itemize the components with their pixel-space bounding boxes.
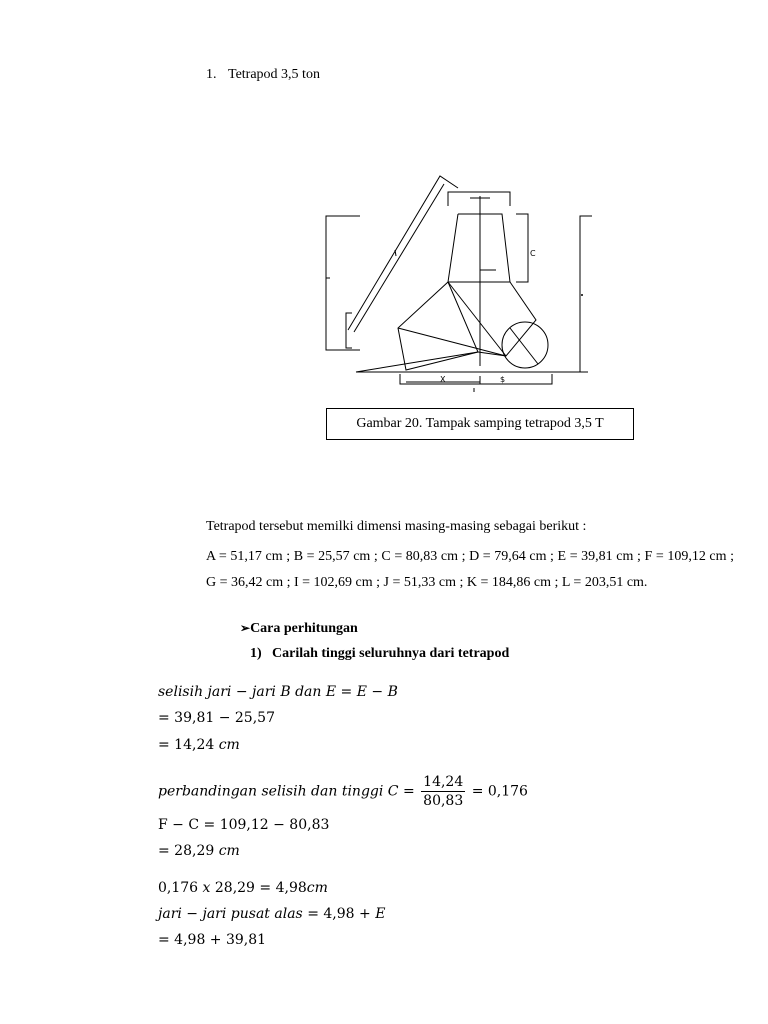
section-heading [206,67,320,83]
equation-text: = 0,176 [471,783,528,800]
tetrapod-side-view-figure [320,170,600,395]
intro-paragraph: Tetrapod tersebut memilki dimensi masing-masing sebagai berikut : [206,519,587,534]
label-x: X [440,375,446,384]
equation-line [158,932,266,948]
equation-text: 0,176 [158,880,203,896]
equation-text: = 4,98 + [302,906,376,922]
equation-unit: cm [218,843,240,859]
equation-text: = 14,24 [158,737,219,753]
tetrapod-drawing [320,170,600,395]
equation-text: jari − jari pusat alas [158,906,303,922]
equation-text: selisih jari − jari B dan E = E − B [158,684,398,700]
heading-number: 1. [206,67,217,82]
equation-line [158,843,240,859]
equation-text: = 28,29 [158,843,219,859]
fraction [421,774,465,809]
step-label: Carilah tinggi seluruhnya dari tetrapod [272,646,510,661]
equation-unit: cm [306,880,328,896]
dimensions-paragraph: A = 51,17 cm ; B = 25,57 cm ; C = 80,83 cm ; D = 79,64 cm ; E = 39,81 cm ; F = 109,12 cm ; G = 36,42 cm ; I = 102,69 cm ; J = 51,33 cm ; K = 184,86 cm ; L = 203,51 cm. [206,549,734,590]
arrow-bullet-icon: ➢ [240,621,251,635]
equation-text: = 39,81 − 25,57 [158,710,275,726]
method-heading [240,621,358,637]
label-c: C [530,249,536,258]
equation-text: = 4,98 + 39,81 [158,932,267,948]
equation-line [158,684,398,700]
equation-text: F − C = 109,12 − 80,83 [158,817,330,833]
equation-text: E [375,906,386,922]
equation-line [158,880,328,896]
heading-title: Tetrapod 3,5 ton [228,67,320,82]
equation-line [158,817,329,833]
equation-line [158,737,240,753]
figure-caption: Gambar 20. Tampak samping tetrapod 3,5 T [326,408,634,440]
equation-line [158,774,528,809]
fraction-numerator: 14,24 [423,774,464,790]
step-number: 1) [250,646,262,661]
equation-unit: cm [218,737,240,753]
equation-text: perbandingan selisih dan tinggi C = [158,783,415,800]
step-heading [250,646,509,662]
equation-text: x [202,880,211,896]
method-label: Cara perhitungan [250,621,358,636]
equation-line [158,906,385,922]
fraction-denominator: 80,83 [423,793,464,809]
label-s: $ [500,375,506,384]
equation-line [158,710,275,726]
equation-text: 28,29 = 4,98 [210,880,307,896]
